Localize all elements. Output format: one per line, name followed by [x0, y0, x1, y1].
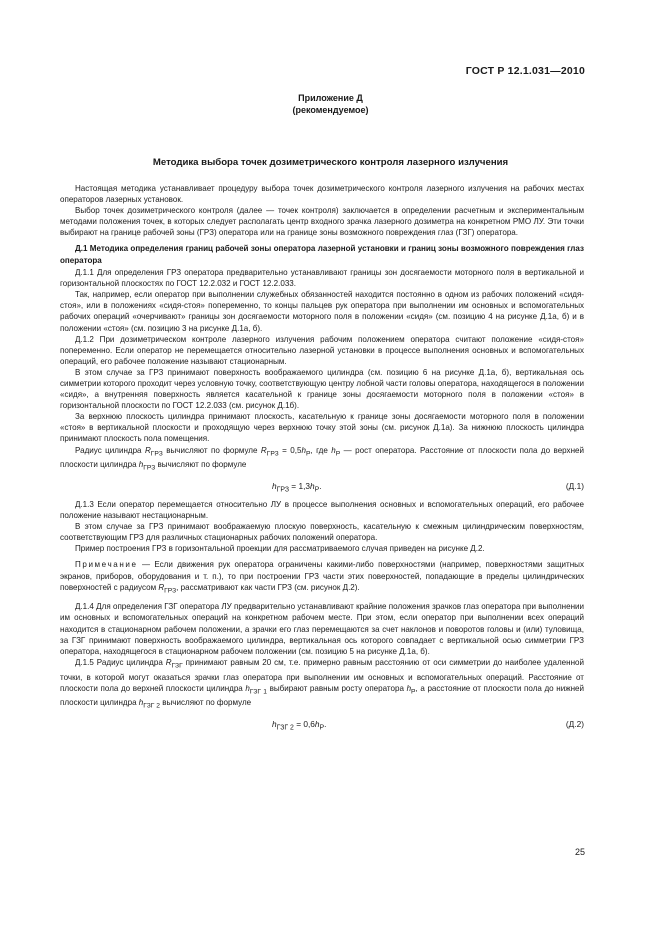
annex-status: (рекомендуемое) [292, 105, 369, 115]
paragraph-d1-1: Д.1.1 Для определения ГРЗ оператора предварительно устанавливают границы зон досягаемости моторного поля в вертикальной и горизонтальной плоскостях по ГОСТ 12.2.032 и ГОСТ 12.2.033. [60, 268, 584, 289]
formula-d1 [60, 481, 584, 493]
paragraph-d1-3c: Пример построения ГРЗ в горизонтальной проекции для рассматриваемого случая приведен на рисунке Д.2. [75, 544, 485, 554]
section-heading-d1: Д.1 Методика определения границ рабочей зоны оператора лазерной установки и границ зоны возможного повреждения глаз оператора [60, 244, 584, 265]
document-body [60, 183, 584, 737]
paragraph-intro-1: Настоящая методика устанавливает процедуру выбора точек дозиметрического контроля лазерного излучения на рабочих местах операторов лазерных установок. [60, 184, 584, 205]
note-label: Примечание [75, 560, 138, 570]
paragraph-d1-5: Д.1.5 Радиус цилиндра $R_{ГЗГ}$ принимают равным 20 см, т.е. примерно равным расстоянию от оси симметрии до наиболее удаленной точки, в которой могут оказаться зрачки глаз оператора при выполнении им основных и вспомогательных операций. Расстояние от плоскости пола до верхней плоскости цилиндра $h_{ГЗГ 1}$ выбирают равным росту оператора $h_Р$, а расстояние от плоскости пола до нижней плоскости цилиндра $h_{ГЗГ 2}$ вычисляют по формуле [60, 657, 585, 710]
paragraph-d1-2b: В этом случае за ГРЗ принимают поверхность воображаемого цилиндра (см. позицию 6 на рисунке Д.1а, б), вертикальная ось симметрии которого проходит через условную точку, соответствующую центру лобной части головы оператора, находящегося в положении «сидя», а внутренняя поверхность является касательной к границе зоны досягаемости моторного поля в положении «стоя» в горизонтальной плоскости по ГОСТ 12.2.033 (см. рисунок Д.1б). [60, 367, 584, 411]
note-paragraph: Примечание — Если движения рук оператора ограничены какими-либо поверхностями (например, поверхностями защитных экранов, приборов, оборудования и т. п.), то при построении ГРЗ части этих поверхностей, попадающие в пределы цилиндрических поверхностей с радиусом $R_{ГРЗ}$, рассматривают как части ГРЗ (см. рисунок Д.2). [60, 560, 584, 595]
paragraph-d1-2d: Радиус цилиндра $R_{ГРЗ}$ вычисляют по формуле $R_{ГРЗ} = 0,5h_Р$, где $h_Р$ — рост оператора. Расстояние от плоскости пола до верхней плоскости цилиндра $h_{ГРЗ}$ вычисляют по формуле [60, 445, 584, 472]
formula-d2-expression: $h_{ГЗГ 2} = 0,6h_Р$. [272, 719, 327, 732]
paragraph-d1-2c: За верхнюю плоскость цилиндра принимают плоскость, касательную к границе зоны досягаемости моторного поля в положении «стоя» в вертикальной плоскости и проходящую через верхнюю точку этой зоны (см. рисунок Д.1а). За нижнюю плоскость цилиндра принимают плоскость пола помещения. [60, 412, 584, 444]
formula-d1-number: (Д.1) [565, 480, 584, 491]
formula-d2 [60, 719, 584, 731]
paragraph-d1-3b: В этом случае за ГРЗ принимают воображаемую плоскую поверхность, касательную к смежным цилиндрическим поверхностям, соответствующим ГРЗ для различных стационарных рабочих положений оператора. [60, 522, 584, 543]
document-code: ГОСТ Р 12.1.031—2010 [465, 65, 585, 77]
page-number: 25 [574, 847, 585, 857]
annex-heading [0, 92, 661, 116]
paragraph-d1-3: Д.1.3 Если оператор перемещается относительно ЛУ в процессе выполнения основных и вспомогательных операций, его рабочее положение называют нестационарным. [60, 499, 584, 521]
paragraph-intro-2: Выбор точек дозиметрического контроля (далее — точек контроля) заключается в определении расчетным и экспериментальным методами положения точек, в которых следует располагать центр входного зрачка лазерного дозиметра на конкретном РМО ЛУ. Эти точки выбирают на границе рабочей зоны (ГРЗ) оператора или на границе зоны возможного повреждения глаз (ГЗГ) оператора. [60, 206, 584, 238]
paragraph-d1-4: Д.1.4 Для определения ГЗГ оператора ЛУ предварительно устанавливают крайние положения зрачков глаз оператора при выполнении им основных и вспомогательных операций на конкретном рабочем месте. При этом, если оператор при выполнении всех операций находится в стационарном рабочем положении, а зрачки его глаз перемещаются за счет наклонов и поворотов головы и (или) туловища, за ГЗГ принимают поверхность воображаемого цилиндра, вертикальная ось которого совпадает с вертикальной осью симметрии ГРЗ оператора, находящегося в стационарном рабочем положении (см. позицию 5 на рисунке Д.1а, б). [60, 602, 584, 656]
formula-d2-number: (Д.2) [565, 719, 584, 729]
annex-title: Приложение Д [298, 93, 363, 103]
method-title: Методика выбора точек дозиметрического контроля лазерного излучения [152, 157, 509, 168]
formula-d1-expression: $h_{ГРЗ} = 1,3h_Р$. [272, 480, 322, 494]
paragraph-d1-1b: Так, например, если оператор при выполнении служебных обязанностей находится постоянно в одном из рабочих положений «сидя-стоя», или в положениях «сидя-стоя» попеременно, то концы пальцев рук оператора при выполнении им основных и вспомогательных рабочих операций «очерчивают» границы зон досягаемости моторного поля в положении «сидя» (см. позицию 4 на рисунке Д.1а, б) и в положении «стоя» (см. позицию 3 на рисунке Д.1а, б). [60, 290, 584, 333]
paragraph-d1-2: Д.1.2 При дозиметрическом контроле лазерного излучения рабочим положением оператора считают положение «сидя-стоя» попеременно. Если оператор не перемещается относительно лазерной установки в процессе выполнения основных и вспомогательных операций, его рабочее положение называют стационарным. [60, 334, 584, 366]
